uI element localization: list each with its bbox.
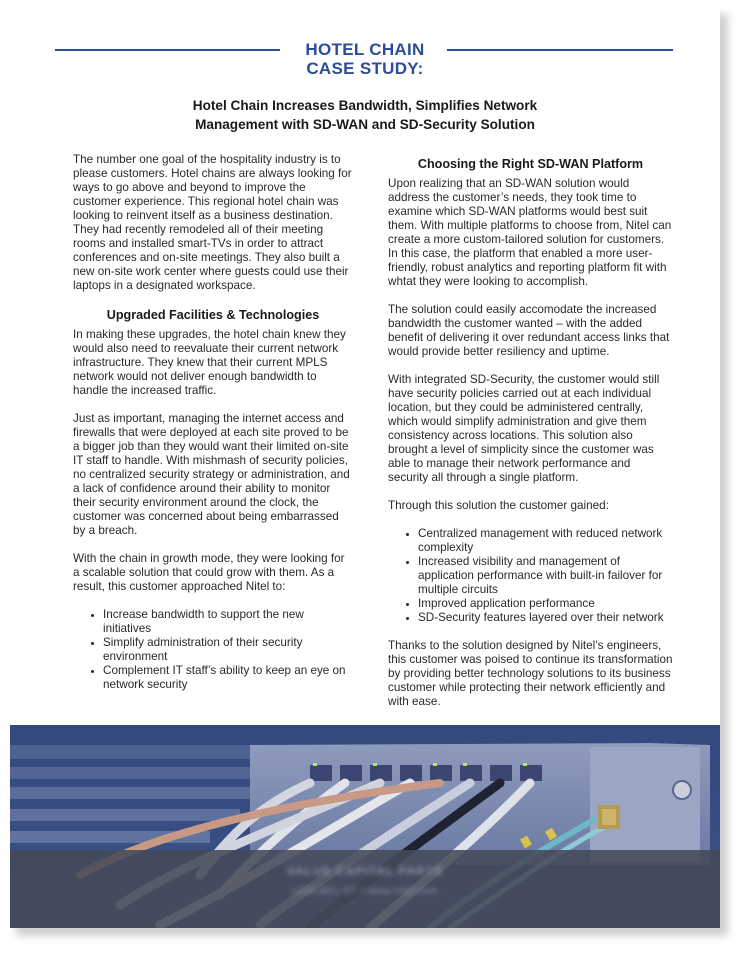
subtitle-line-2: Management with SD-WAN and SD-Security Solution — [195, 117, 535, 132]
paragraph: With the chain in growth mode, they were looking for a scalable solution that could grow with them. As a result, this customer approached Nitel to: — [73, 552, 345, 593]
intro-paragraph: The number one goal of the hospitality industry is to please customers. Hotel chains are always looking for ways to go above and beyond to improve the customer experience. This regional hotel chain was looking to reinvent itself as a business destination. They had recently remodeled all of their meeting rooms and installed smart-TVs in order to attract conferences and on-site meetings. They also built a new on-site work center where guests could use their laptops in a designated workspace. — [73, 153, 352, 292]
footer-company-name: VALUE CAPITAL PARTS — [286, 864, 444, 878]
paragraph: In making these upgrades, the hotel chain knew they would also need to reevaluate their current network infrastructure. They knew that their current MPLS network would not deliver enough bandwidth to handle the increased traffic. — [73, 328, 346, 397]
paragraph: Through this solution the customer gained: — [388, 499, 609, 512]
list-item: • Centralized management with reduced network complexity — [418, 527, 673, 555]
footer-contact: LEOLBEL-ST • www.nitel.com — [291, 886, 439, 897]
page-subtitle — [10, 96, 720, 134]
paragraph: Thanks to the solution designed by Nitel’s engineers, this customer was poised to continue its transformation by providing better technology solutions to its business customer while protecting their network efficiently and with ease. — [388, 639, 673, 708]
list-item: • Increase bandwidth to support the new initiatives — [103, 608, 353, 636]
list-item: • Improved application performance — [418, 597, 673, 611]
subtitle-line-1: Hotel Chain Increases Bandwidth, Simplifies Network — [192, 98, 538, 113]
paragraph: Just as important, managing the internet access and firewalls that were deployed at each site proved to be a bigger job than they would want their limited on-site IT staff to handle. With mishmash of security policies, no centralized security strategy or administration, and a lack of confidence around their ability to monitor their security environment around the clock, the customer was concerned about being embarrassed by a breach. — [73, 412, 350, 537]
list-item: • SD-Security features layered over their network — [418, 611, 673, 625]
goals-list — [73, 608, 353, 692]
section-heading-choosing: Choosing the Right SD-WAN Platform — [417, 157, 644, 171]
list-item: • Increased visibility and management of application performance with built-in failover for multiple circuits — [418, 555, 673, 597]
paragraph: With integrated SD-Security, the customer would still have security policies carried out at each individual location, but they could be administered centrally, which would simplify administration and give them consistency across locations. This solution also brought a level of simplicity since the customer was able to manage their network performance and security all through a single platform. — [388, 373, 660, 484]
section-heading-upgraded: Upgraded Facilities & Technologies — [106, 308, 320, 322]
right-column — [388, 156, 673, 723]
page-title — [10, 40, 720, 78]
paragraph: The solution could easily accomodate the increased bandwidth the customer wanted – with the added benefit of delivering it over redundant access links that would provide better resiliency and uptime. — [388, 303, 670, 358]
title-line-2: CASE STUDY: — [306, 59, 424, 78]
left-column — [73, 153, 353, 706]
list-item: • Simplify administration of their security environment — [103, 636, 353, 664]
title-line-1: HOTEL CHAIN — [305, 40, 425, 59]
document-page — [10, 8, 720, 928]
benefits-list — [388, 527, 673, 625]
paragraph: Upon realizing that an SD-WAN solution would address the customer’s needs, they took time to examine which SD-WAN platforms would best suit them. With multiple platforms to choose from, Nitel can create a more custom-tailored solution for customers. In this case, the platform that enabled a more user-friendly, robust analytics and reporting platform fit with whtat they were looking to accomplish. — [388, 177, 672, 288]
list-item: • Complement IT staff’s ability to keep an eye on network security — [103, 664, 353, 692]
